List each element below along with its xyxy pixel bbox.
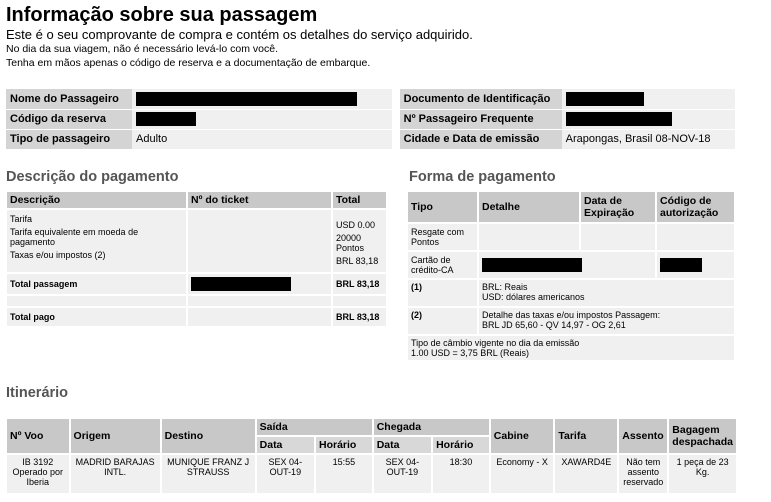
itinerary-row — [6, 454, 737, 494]
col-departure-date: Data — [256, 436, 315, 454]
col-departure-time: Horário — [315, 436, 373, 454]
payment-type-card: Cartão de crédito-CA — [407, 251, 478, 279]
fare-code: XAWARD4E — [554, 454, 618, 494]
note-line: BRL: Reais — [482, 282, 528, 292]
reservation-code-value — [132, 109, 392, 129]
note-line: Detalhe das taxas e/ou impostos Passagem: — [482, 310, 661, 320]
total-pago-label: Total pago — [6, 307, 187, 327]
description-cell — [6, 209, 187, 273]
col-total: Total — [332, 191, 387, 209]
payment-form-heading: Forma de pagamento — [409, 169, 556, 185]
desc-line: Taxas e/ou impostos (2) — [10, 250, 106, 260]
ticket-number-value — [187, 273, 332, 295]
total-pago-value: BRL 83,18 — [332, 307, 387, 327]
col-arrival: Chegada — [373, 418, 490, 436]
total-line: USD 0.00 — [336, 220, 376, 230]
passenger-type-label: Tipo de passageiro — [6, 129, 132, 149]
authorization-value — [656, 251, 735, 279]
col-flight: Nº Voo — [6, 418, 70, 454]
id-document-label: Documento de Identificação — [400, 89, 562, 109]
itinerary-table — [6, 418, 737, 494]
id-document-value — [562, 89, 735, 109]
payment-type-points: Resgate com Pontos — [407, 223, 478, 251]
note-line: USD: dólares americanos — [482, 292, 585, 302]
redacted-block — [136, 112, 196, 126]
note-line: BRL JD 65,60 - QV 14,97 - OG 2,61 — [482, 320, 626, 330]
payment-form-table — [407, 191, 735, 361]
redacted-block — [191, 277, 291, 291]
seat: Não tem assento reservado — [618, 454, 668, 494]
col-authorization: Código de autorização — [656, 191, 735, 223]
ticket-cell — [187, 209, 332, 273]
reservation-code-label: Código da reserva — [6, 109, 132, 129]
arrival-time: 18:30 — [432, 454, 490, 494]
page-title: Informação sobre sua passagem — [6, 4, 318, 26]
intro-text: Este é o seu comprovante de compra e contém os detalhes do serviço adquirido. — [6, 27, 473, 42]
city-date-value: Arapongas, Brasil 08-NOV-18 — [562, 129, 735, 149]
total-line: BRL 83,18 — [336, 256, 379, 266]
total-cell — [332, 209, 387, 273]
city-date-label: Cidade e Data de emissão — [400, 129, 562, 149]
origin: MADRID BARAJAS INTL. — [70, 454, 161, 494]
col-expiration: Data de Expiração — [580, 191, 656, 223]
intro-note-2: Tenha em mãos apenas o código de reserva e a documentação de embarque. — [6, 57, 371, 69]
total-passagem-label: Total passagem — [6, 273, 187, 295]
col-arrival-date: Data — [373, 436, 432, 454]
col-type: Tipo — [407, 191, 478, 223]
passenger-type-value: Adulto — [132, 129, 392, 149]
col-description: Descrição — [6, 191, 187, 209]
total-passagem-value: BRL 83,18 — [332, 273, 387, 295]
desc-line: Tarifa equivalente em moeda de pagamento — [10, 227, 139, 247]
frequent-flyer-label: Nº Passageiro Frequente — [400, 109, 562, 129]
col-fare: Tarifa — [554, 418, 618, 454]
payment-description-heading: Descrição do pagamento — [6, 169, 179, 185]
note-1-key: (1) — [407, 279, 478, 307]
itinerary-heading: Itinerário — [6, 385, 69, 401]
total-line: 20000 Pontos — [336, 233, 365, 253]
col-destination: Destino — [161, 418, 256, 454]
exchange-line: 1.00 USD = 3,75 BRL (Reais) — [411, 348, 529, 358]
col-ticket-number: Nº do ticket — [187, 191, 332, 209]
intro-note: No dia da sua viagem, não é necessário levá-lo com você. — [6, 43, 278, 55]
payment-description-table — [6, 191, 387, 327]
redacted-block — [136, 92, 357, 106]
col-departure: Saída — [256, 418, 373, 436]
flight-number: IB 3192 Operado por Iberia — [6, 454, 70, 494]
note-2-key: (2) — [407, 307, 478, 335]
desc-line: Tarifa — [10, 214, 33, 224]
arrival-date: SEX 04-OUT-19 — [373, 454, 432, 494]
passenger-info-table — [6, 89, 735, 150]
cabin: Economy - X — [490, 454, 555, 494]
departure-date: SEX 04-OUT-19 — [256, 454, 315, 494]
card-detail-value — [478, 251, 656, 279]
passenger-name-value — [132, 89, 392, 109]
col-origin: Origem — [70, 418, 161, 454]
exchange-line: Tipo de câmbio vigente no dia da emissão — [411, 338, 580, 348]
exchange-rate-note — [407, 335, 735, 361]
departure-time: 15:55 — [315, 454, 373, 494]
baggage: 1 peça de 23 Kg. — [668, 454, 737, 494]
passenger-name-label: Nome do Passageiro — [6, 89, 132, 109]
col-cabin: Cabine — [490, 418, 555, 454]
col-seat: Assento — [618, 418, 668, 454]
frequent-flyer-value — [562, 109, 735, 129]
col-baggage: Bagagem despachada — [668, 418, 737, 454]
note-2-text — [478, 307, 735, 335]
redacted-block — [566, 112, 672, 126]
col-detail: Detalhe — [478, 191, 580, 223]
redacted-block — [482, 258, 582, 272]
note-1-text — [478, 279, 735, 307]
destination: MUNIQUE FRANZ J STRAUSS — [161, 454, 256, 494]
col-arrival-time: Horário — [432, 436, 490, 454]
redacted-block — [660, 258, 702, 272]
redacted-block — [566, 92, 644, 106]
